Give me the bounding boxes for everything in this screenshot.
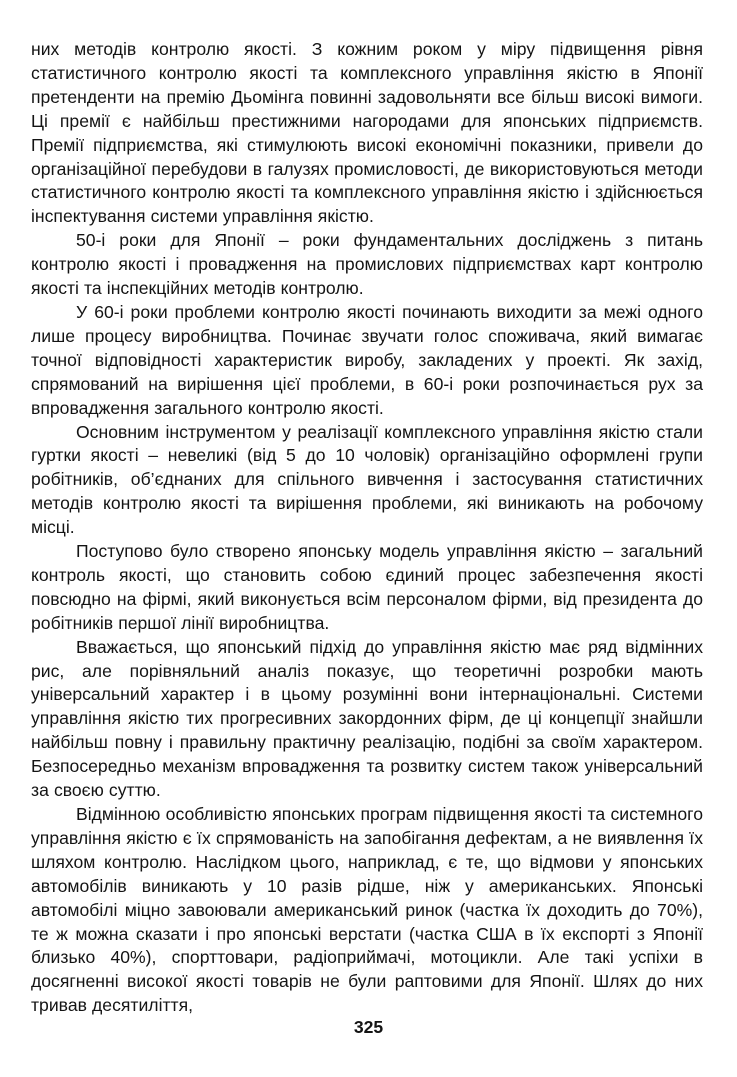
paragraph-approach: Вважається, що японський підхід до управління якістю має ряд відмінних рис, але порівняльний аналіз показує, що теоретичні розробки мають універсальний характер і в цьому розумінні вони інтернаціональні. Системи управління якістю тих прогресивних закордонних фірм, де ці концепції знайшли найбільш повну і правильну практичну реалізацію, подібні за своїм характером. Безпосередньо механізм впровадження та розвитку систем також універсальний за своєю суттю. — [31, 636, 703, 801]
body-text — [31, 38, 703, 1018]
page-number: 325 — [353, 1017, 384, 1037]
paragraph-japanese-model: Поступово було створено японську модель управління якістю – загальний контроль якості, що становить собою єдиний процес забезпечення якості повсюдно на фірмі, який виконується всім персоналом фірми, від президента до робітників першої лінії виробництва. — [31, 541, 703, 633]
paragraph-1960s: У 60-і роки проблеми контролю якості починають виходити за межі одного лише процесу виробництва. Починає звучати голос споживача, який вимагає точної відповідності характеристик виробу, закладених у проекті. Як захід, спрямований на вирішення цієї проблеми, в 60-і роки розпочинається рух за впровадження загального контролю якості. — [31, 301, 703, 418]
paragraph-1950s: 50-і роки для Японії – роки фундаментальних досліджень з питань контролю якості і провадження на промислових підприємствах карт контролю якості та інспекційних методів контролю. — [31, 230, 703, 299]
paragraph-distinctive-feature: Відмінною особливістю японських програм підвищення якості та системного управління якістю є їх спрямованість на запобігання дефектам, а не виявлення їх шляхом контролю. Наслідком цього, наприклад, є те, що відмови у японських автомобілів виникають у 10 разів рідше, ніж у американських. Японські автомобілі міцно завоювали американський ринок (частка їх доходить до 70%), те ж можна сказати і про японські верстати (частка США в їх експорті з Японії близько 40%), спорттовари, радіоприймачі, мотоцикли. Але такі успіхи в досягненні високої якості товарів не були раптовими для Японії. Шлях до них тривав десятиліття, — [31, 804, 703, 1016]
paragraph-continuation: них методів контролю якості. З кожним роком у міру підвищення рівня статистичного контролю якості та комплексного управління якістю в Японії претенденти на премію Дьомінга повинні задовольняти все більш високі вимоги. Ці премії є найбільш престижними нагородами для японських підприємств. Премії підприємства, які стимулюють високі економічні показники, привели до організаційної перебудови в галузях промисловості, де використовуються методи статистичного контролю якості та комплексного управління якістю і здійснюється інспектування системи управління якістю. — [31, 39, 703, 227]
paragraph-quality-circles: Основним інструментом у реалізації комплексного управління якістю стали гуртки якості – невеликі (від 5 до 10 чоловік) організаційно оформлені групи робітників, об’єднаних для спільного вивчення і застосування статистичних методів контролю якості та вирішення проблеми, які виникають на робочому місці. — [31, 421, 703, 538]
